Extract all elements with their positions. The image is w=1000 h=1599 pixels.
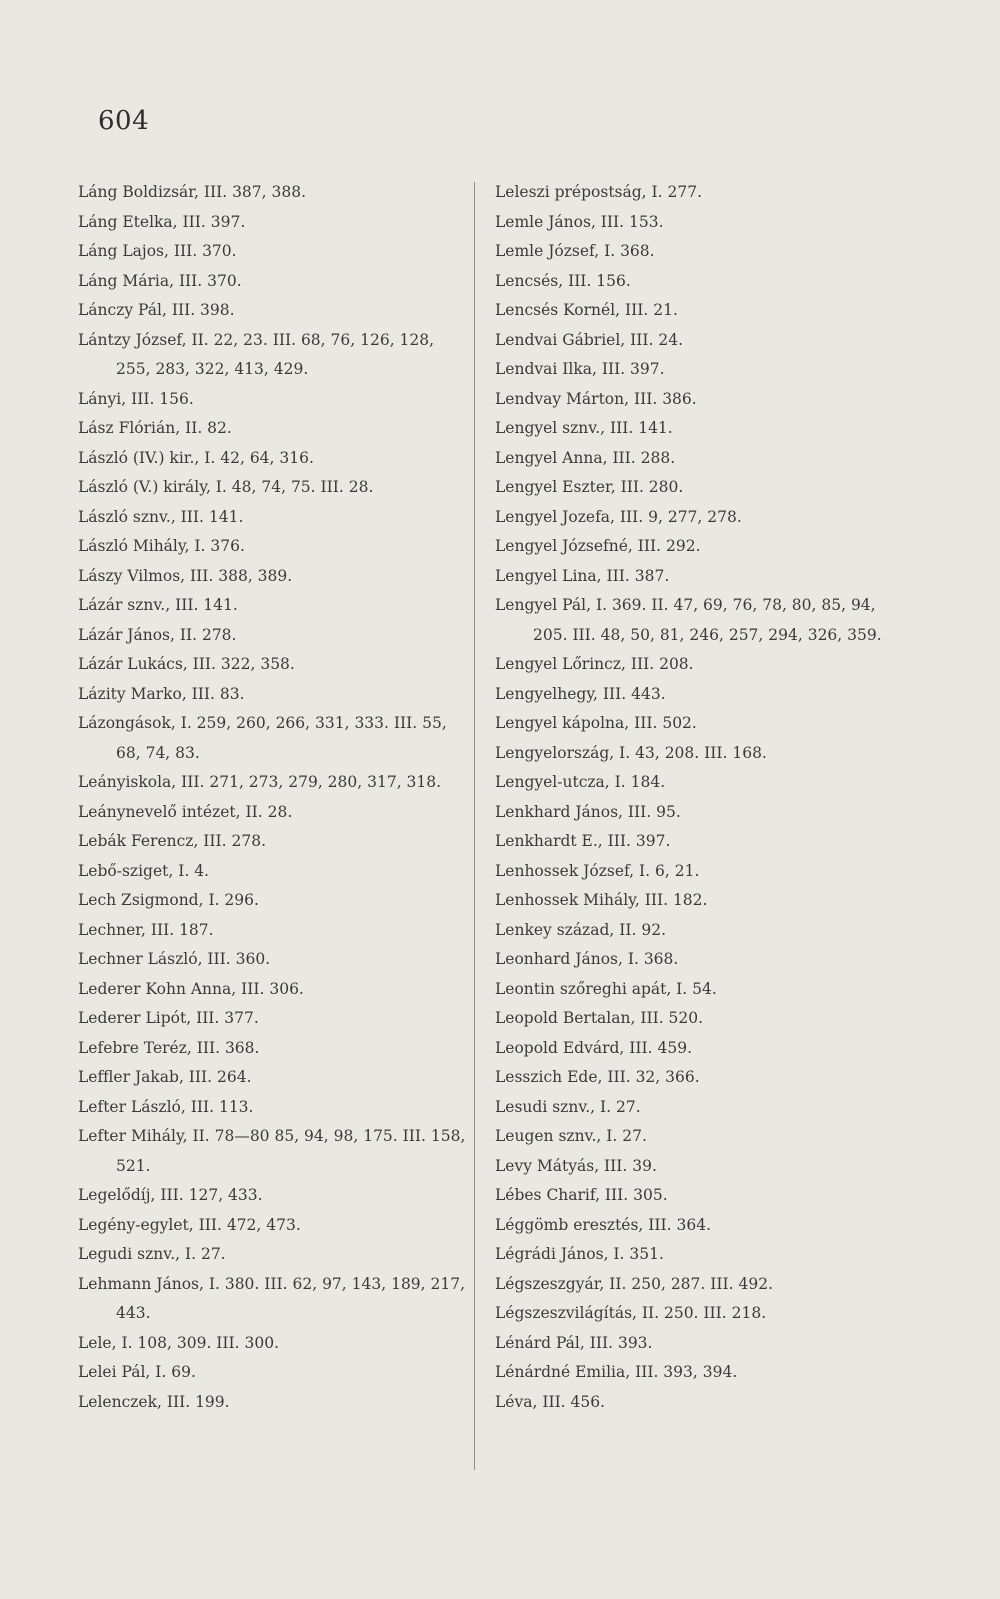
index-entry: Láng Mária, III. 370. — [78, 271, 242, 290]
index-entry: Lefter László, III. 113. — [78, 1097, 254, 1116]
index-entry: Lendvay Márton, III. 386. — [495, 389, 697, 408]
index-entry: Lesudi sznv., I. 27. — [495, 1097, 641, 1116]
index-entry: Lehmann János, I. 380. III. 62, 97, 143, 189, 217, 443. — [78, 1274, 466, 1322]
index-entry: Légszeszgyár, II. 250, 287. III. 492. — [495, 1274, 773, 1293]
index-entry: Lendvai Gábriel, III. 24. — [495, 330, 684, 349]
index-entry: Lederer Lipót, III. 377. — [78, 1009, 259, 1027]
index-entry: Lencsés, III. 156. — [495, 271, 631, 290]
index-entry: Lelenczek, III. 199. — [78, 1392, 230, 1411]
index-entry: Lederer Kohn Anna, III. 306. — [78, 979, 304, 998]
index-entry: Légszeszvilágítás, II. 250. III. 218. — [495, 1304, 767, 1322]
index-entry: Léggömb eresztés, III. 364. — [495, 1215, 712, 1234]
index-entry: Lemle János, III. 153. — [495, 212, 664, 231]
index-entry: Láng Etelka, III. 397. — [78, 212, 246, 231]
index-entry: Lengyel Pál, I. 369. II. 47, 69, 76, 78, 80, 85, 94, 205. III. 48, 50, 81, 246, 257, 294, 326, 359. — [495, 596, 882, 644]
index-entry: Leopold Edvárd, III. 459. — [495, 1038, 693, 1057]
index-entry: Lebák Ferencz, III. 278. — [78, 832, 267, 850]
index-entry: Lele, I. 108, 309. III. 300. — [78, 1333, 280, 1352]
index-entry: Lázár Lukács, III. 322, 358. — [78, 655, 295, 673]
index-entry: Lengyel Lina, III. 387. — [495, 566, 670, 585]
index-entry: László (V.) király, I. 48, 74, 75. III. 28. — [78, 478, 374, 496]
index-entry: Lázár sznv., III. 141. — [78, 596, 238, 614]
index-entry: Lázár János, II. 278. — [78, 625, 237, 644]
index-entry: Lengyel sznv., III. 141. — [495, 419, 673, 437]
page-number: 604 — [98, 106, 150, 136]
index-entry: Lázity Marko, III. 83. — [78, 684, 245, 703]
index-entry: Lengyel Jozefa, III. 9, 277, 278. — [495, 507, 742, 526]
index-entry: Lesszich Ede, III. 32, 366. — [495, 1068, 700, 1086]
column-divider — [474, 182, 475, 1470]
index-entry: Lefebre Teréz, III. 368. — [78, 1038, 260, 1057]
index-column-left — [78, 178, 473, 1417]
index-entry: Leffler Jakab, III. 264. — [78, 1068, 252, 1086]
index-entry: László (IV.) kir., I. 42, 64, 316. — [78, 448, 314, 467]
index-entry: Lenkey század, II. 92. — [495, 920, 666, 939]
index-entry: Legudi sznv., I. 27. — [78, 1245, 226, 1263]
index-entry: Lász Flórián, II. 82. — [78, 419, 232, 437]
index-entry: Lechner, III. 187. — [78, 920, 214, 939]
index-entry: Lengyelhegy, III. 443. — [495, 684, 666, 703]
index-entry: Lenkhard János, III. 95. — [495, 802, 681, 821]
index-entry: Láng Boldizsár, III. 387, 388. — [78, 183, 307, 201]
index-entry: Lenkhardt E., III. 397. — [495, 832, 671, 850]
index-entry: Lendvai Ilka, III. 397. — [495, 360, 665, 378]
index-entry: Lengyelország, I. 43, 208. III. 168. — [495, 743, 767, 762]
index-entry: Leonhard János, I. 368. — [495, 950, 679, 968]
index-entry: Lelei Pál, I. 69. — [78, 1363, 196, 1381]
index-entry: Lébes Charif, III. 305. — [495, 1186, 668, 1204]
index-entry: Lengyel Józsefné, III. 292. — [495, 537, 701, 555]
index-entry: Leugen sznv., I. 27. — [495, 1127, 647, 1145]
index-entry: Léva, III. 456. — [495, 1392, 606, 1411]
index-entry: Lefter Mihály, II. 78—80 85, 94, 98, 175. III. 158, 521. — [78, 1127, 466, 1175]
index-entry: Lénárd Pál, III. 393. — [495, 1333, 653, 1352]
index-entry: Lechner László, III. 360. — [78, 950, 271, 968]
index-entry: Lénárdné Emilia, III. 393, 394. — [495, 1363, 738, 1381]
index-entry: Legelődíj, III. 127, 433. — [78, 1186, 263, 1204]
index-entry: Leopold Bertalan, III. 520. — [495, 1009, 704, 1027]
index-entry: Láng Lajos, III. 370. — [78, 242, 237, 260]
index-entry: Légrádi János, I. 351. — [495, 1245, 664, 1263]
index-entry: Levy Mátyás, III. 39. — [495, 1156, 657, 1175]
index-entry: Lengyel Lőrincz, III. 208. — [495, 655, 694, 673]
index-entry: Legény-egylet, III. 472, 473. — [78, 1215, 301, 1234]
index-entry: Lengyel kápolna, III. 502. — [495, 714, 697, 732]
index-entry: Leontin szőreghi apát, I. 54. — [495, 979, 717, 998]
index-column-right — [495, 178, 890, 1417]
index-entry: László Mihály, I. 376. — [78, 537, 245, 555]
index-entry: Lencsés Kornél, III. 21. — [495, 301, 678, 319]
index-entry: Lenhossek Mihály, III. 182. — [495, 891, 708, 909]
index-entry: Leánynevelő intézet, II. 28. — [78, 802, 293, 821]
index-entry: Lánczy Pál, III. 398. — [78, 301, 235, 319]
index-entry: Leányiskola, III. 271, 273, 279, 280, 317, 318. — [78, 773, 442, 791]
index-entry: Lengyel Anna, III. 288. — [495, 448, 676, 467]
index-entry: Lech Zsigmond, I. 296. — [78, 891, 259, 909]
index-entry: Lázongások, I. 259, 260, 266, 331, 333. III. 55, 68, 74, 83. — [78, 714, 447, 762]
index-entry: Lengyel Eszter, III. 280. — [495, 478, 684, 496]
index-entry: Lemle József, I. 368. — [495, 242, 655, 260]
index-entry: Leleszi prépostság, I. 277. — [495, 183, 703, 201]
index-entry: Lenhossek József, I. 6, 21. — [495, 861, 700, 880]
index-entry: Lányi, III. 156. — [78, 389, 194, 408]
index-entry: Lebő-sziget, I. 4. — [78, 861, 209, 880]
index-entry: László sznv., III. 141. — [78, 507, 244, 526]
index-entry: Lántzy József, II. 22, 23. III. 68, 76, 126, 128, 255, 283, 322, 413, 429. — [78, 330, 435, 378]
index-entry: Lászy Vilmos, III. 388, 389. — [78, 566, 293, 585]
index-entry: Lengyel-utcza, I. 184. — [495, 773, 666, 791]
